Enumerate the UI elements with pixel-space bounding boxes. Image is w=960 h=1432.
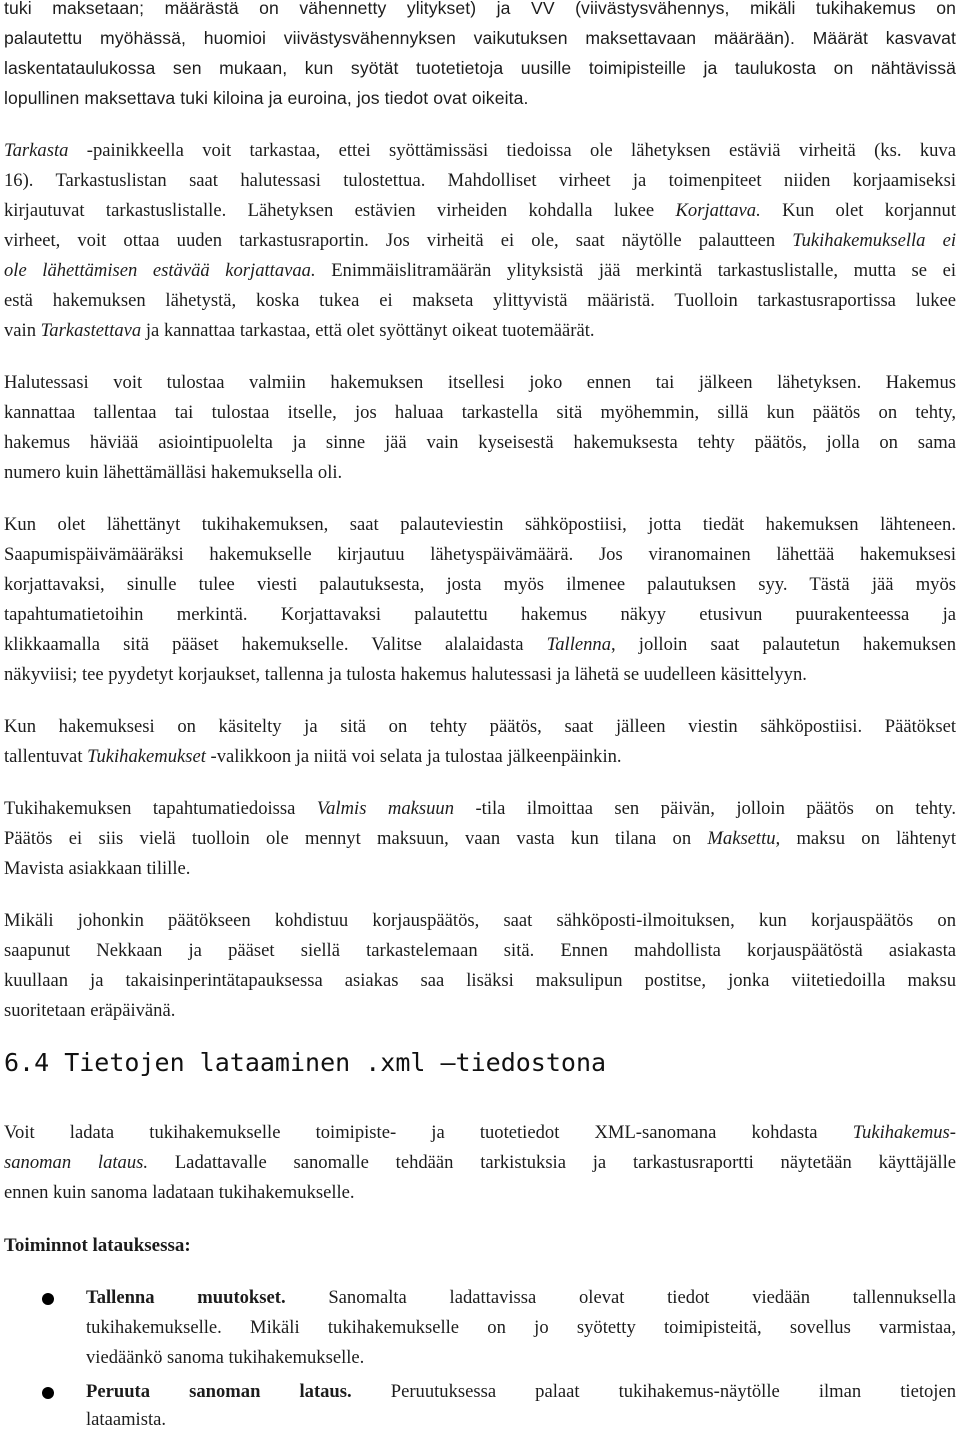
- italic-term: sanoman lataus.: [4, 1152, 149, 1173]
- text-span: klikkaamalla sitä pääset hakemukselle. Valitse alalaidasta: [4, 634, 547, 655]
- italic-term: Tallenna: [546, 634, 612, 655]
- paragraph-line: laskentataulukossa sen mukaan, kun syötät tuotetietoja uusille toimipisteille ja taulukosta on nähtävissä: [4, 58, 956, 78]
- paragraph-line: saapunut Nekkaan ja pääset siellä tarkastelemaan sitä. Ennen mahdollista korjauspäätöstä asiakasta: [4, 940, 956, 961]
- italic-term: Maksettu,: [707, 828, 781, 849]
- bullet-icon: [42, 1387, 54, 1399]
- paragraph-line: [4, 319, 956, 343]
- paragraph-line: ennen kuin sanoma ladataan tukihakemukselle.: [4, 1182, 355, 1203]
- italic-term: Tukihakemus-: [852, 1122, 956, 1143]
- paragraph-line: [4, 229, 956, 253]
- paragraph-line: tapahtumatietoihin merkintä. Korjattavaksi palautettu hakemus näkyy etusivun puurakenteessa ja: [4, 604, 956, 625]
- list-item-line: lataamista.: [86, 1409, 167, 1430]
- italic-term: Tukihakemuksella ei: [792, 230, 957, 251]
- text-span: vain: [4, 320, 41, 341]
- paragraph-line: kuullaan ja takaisinperintätapauksessa asiakas saa lisäksi maksulipun postitse, jonka viitetiedoilla maksu: [4, 970, 956, 991]
- text-span: Päätös ei siis vielä tuolloin ole mennyt maksuun, vaan vasta kun tilana on: [4, 828, 708, 849]
- text-span: Enimmäislitramäärän ylityksistä jää merkintä tarkastuslistalle, mutta se ei: [315, 260, 956, 281]
- text-span: -valikkoon ja niitä voi selata ja tulostaa jälkeenpäinkin.: [205, 746, 622, 767]
- paragraph-line: suoritetaan eräpäivänä.: [4, 1000, 176, 1021]
- paragraph-line: Halutessasi voit tulostaa valmiin hakemuksen itsellesi joko ennen tai jälkeen lähetyksen. Hakemus: [4, 372, 956, 393]
- subheading: Toiminnot latauksessa:: [4, 1235, 191, 1256]
- italic-term: ole lähettämisen estävää korjattavaa.: [4, 260, 316, 281]
- paragraph-line: [4, 1121, 956, 1145]
- section-heading: 6.4 Tietojen lataaminen .xml –tiedostona: [4, 1048, 607, 1077]
- paragraph-line: [4, 139, 956, 163]
- paragraph-line: näkyviisi; tee pyydetyt korjaukset, tallenna ja tulosta hakemus halutessasi ja lähetä se uudelleen käsittelyyn.: [4, 664, 807, 685]
- paragraph-line: hakemus häviää asiointipuolelta ja sinne jää vain kyseisestä hakemuksesta tehty päätös, jolla on sama: [4, 432, 956, 453]
- bold-term: Peruuta sanoman lataus.: [86, 1381, 352, 1402]
- bold-term: Tallenna muutokset.: [86, 1287, 286, 1308]
- paragraph-line: Mavista asiakkaan tilille.: [4, 858, 191, 879]
- paragraph-line: [4, 1151, 956, 1175]
- text-span: ja kannattaa tarkastaa, että olet syöttänyt oikeat tuotemäärät.: [141, 320, 595, 341]
- italic-term: Tukihakemukset: [87, 746, 206, 767]
- paragraph-line: palautettu myöhässä, huomioi viivästysvähennyksen vaikutuksen maksettavaan määrään). Määrät kasvavat: [4, 28, 956, 48]
- text-span: tallentuvat: [4, 746, 88, 767]
- paragraph-line: numero kuin lähettämälläsi hakemuksella oli.: [4, 462, 343, 483]
- list-item-line: [86, 1286, 956, 1310]
- paragraph-line: lopullinen maksettava tuki kiloina ja euroina, jos tiedot ovat oikeita.: [4, 88, 529, 108]
- italic-term: Korjattava.: [675, 200, 761, 221]
- text-span: Tukihakemuksen tapahtumatiedoissa: [4, 798, 317, 819]
- paragraph-line: [4, 633, 956, 657]
- paragraph-line: tuki maksetaan; määrästä on vähennetty ylitykset) ja VV (viivästysvähennys, mikäli tukihakemus on: [4, 0, 956, 18]
- paragraph-line: [4, 797, 956, 821]
- paragraph-line: Mikäli johonkin päätökseen kohdistuu korjauspäätös, saat sähköposti-ilmoituksen, kun korjauspäätös on: [4, 910, 956, 931]
- italic-term: Valmis maksuun: [316, 798, 454, 819]
- paragraph-line: Saapumispäivämääräksi hakemukselle kirjautuu lähetyspäivämäärä. Jos viranomainen lähettää hakemuksesi: [4, 544, 956, 565]
- italic-term: Tarkastettava: [40, 320, 142, 341]
- text-span: Sanomalta ladattavissa olevat tiedot viedään tallennuksella: [285, 1287, 956, 1308]
- paragraph-line: Kun olet lähettänyt tukihakemuksen, saat palauteviestin sähköpostiisi, jotta tiedät hakemuksen lähteneen.: [4, 514, 956, 535]
- text-span: Ladattavalle sanomalle tehdään tarkistuksia ja tarkastusraportti näytetään käyttäjälle: [148, 1152, 957, 1173]
- paragraph-line: estä hakemuksen lähetystä, koska tukea ei makseta ylittyvistä määristä. Tuolloin tarkastusraportissa lukee: [4, 290, 956, 311]
- paragraph-line: korjattavaksi, sinulle tulee viesti palautuksesta, josta myös ilmenee palautuksen syy. Tästä jää myös: [4, 574, 956, 595]
- text-span: virheet, voit ottaa uuden tarkastusraportin. Jos virheitä ei ole, saat näytölle palautteen: [4, 230, 793, 251]
- text-span: Kun olet korjannut: [760, 200, 956, 221]
- italic-term: Tarkasta: [4, 140, 69, 161]
- list-item-line: viedäänkö sanoma tukihakemukselle.: [86, 1347, 365, 1368]
- text-span: -tila ilmoittaa sen päivän, jolloin päätös on tehty.: [454, 798, 956, 819]
- text-span: Peruutuksessa palaat tukihakemus-näytölle ilman tietojen: [351, 1381, 956, 1402]
- paragraph-line: [4, 745, 956, 769]
- paragraph-line: 16). Tarkastuslistan saat halutessasi tulostettua. Mahdolliset virheet ja toimenpiteet niiden korjaamiseksi: [4, 170, 956, 191]
- paragraph-line: [4, 827, 956, 851]
- paragraph-line: kannattaa tallentaa tai tulostaa itselle, jos haluaa tarkastella sitä myöhemmin, sillä kun päätös on tehty,: [4, 402, 956, 423]
- bullet-icon: [42, 1293, 54, 1305]
- paragraph-line: [4, 259, 956, 283]
- paragraph-line: [4, 199, 956, 223]
- text-span: maksu on lähtenyt: [780, 828, 957, 849]
- text-span: kirjautuvat tarkastuslistalle. Lähetyksen estävien virheiden kohdalla lukee: [4, 200, 676, 221]
- text-span: -painikkeella voit tarkastaa, ettei syöttämissäsi tiedoissa ole lähetyksen estäviä virheitä (ks. kuva: [68, 140, 956, 161]
- list-item-line: tukihakemukselle. Mikäli tukihakemukselle on jo syötetty toimipisteitä, sovellus varmistaa,: [86, 1317, 956, 1338]
- text-span: , jolloin saat palautetun hakemuksen: [611, 634, 956, 655]
- paragraph-line: Kun hakemuksesi on käsitelty ja sitä on tehty päätös, saat jälleen viestin sähköpostiisi. Päätökset: [4, 716, 956, 737]
- list-item-line: [86, 1380, 956, 1404]
- text-span: Voit ladata tukihakemukselle toimipiste- ja tuotetiedot XML-sanomana kohdasta: [4, 1122, 853, 1143]
